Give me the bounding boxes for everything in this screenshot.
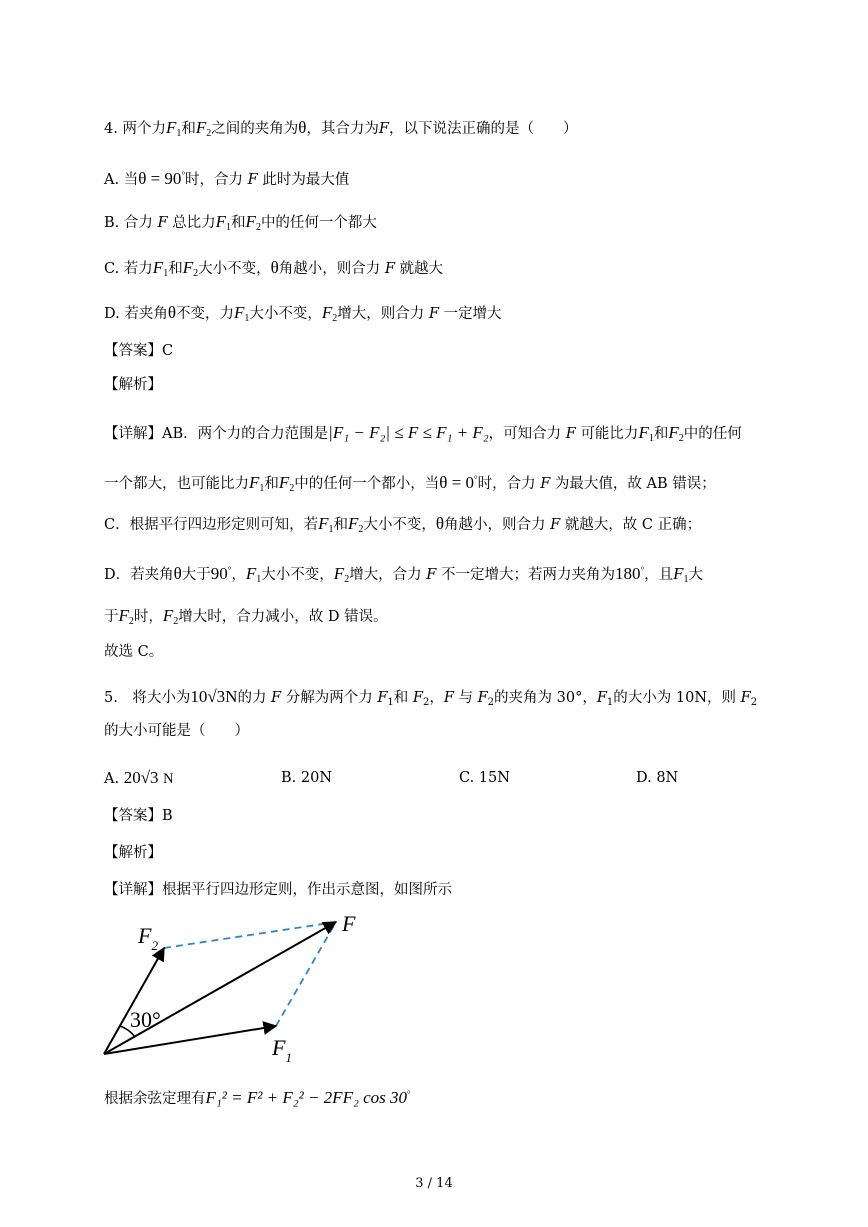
q5-answer: 【答案】B [104, 808, 173, 824]
q5-option-a: A. 20√3 N [104, 768, 174, 787]
f1-label: $F_1$ [272, 1035, 292, 1065]
q4-detail-line-1: 【详解】AB．两个力的合力范围是|F₁ − F₂| ≤ F ≤ F₁ + F₂，可知合力 F 可能比力$F_1$和$F_2$中的任何 [104, 423, 742, 444]
angle-label: 30° [130, 1007, 161, 1032]
q4-detail-line-5: 于$F_2$时，$F_2$增大时，合力减小，故 D 错误。 [104, 606, 388, 627]
q5-option-d: D. 8N [636, 770, 679, 786]
q4-conclusion: 故选 C。 [104, 644, 164, 660]
q4-detail-line-2: 一个都大，也可能比力$F_1$和$F_2$中的任何一个都小，当θ = 0°时，合力 F 为最大值，故 AB 错误； [104, 473, 716, 494]
q4-option-b: B. 合力 F 总比力$F_1$和$F_2$中的任何一个都大 [104, 212, 377, 233]
q5-option-c: C. 15N [459, 770, 510, 786]
q5-stem-line-2: 的大小可能是（ ） [104, 723, 249, 739]
force-parallelogram-diagram [90, 905, 390, 1075]
q4-option-a: A. 当θ = 90°时，合力 F 此时为最大值 [104, 169, 350, 188]
q4-option-d: D. 若夹角θ不变，力$F_1$大小不变，$F_2$增大，则合力 F 一定增大 [104, 303, 502, 324]
q4-option-c: C. 若力$F_1$和$F_2$大小不变，θ角越小，则合力 F 就越大 [104, 258, 444, 279]
q5-analysis-heading: 【解析】 [104, 845, 162, 861]
q5-stem-line-1: 5. 将大小为10√3N的力 F 分解为两个力 $F_1$和 $F_2$，F 与 $F_2$的夹角为 30°，$F_1$的大小为 10N，则 $F_2$ [104, 687, 758, 708]
q4-analysis-heading: 【解析】 [104, 377, 162, 393]
f2-to-f-dashed-line [164, 922, 336, 948]
q4-stem: 4. 两个力$F_1$和$F_2$之间的夹角为θ，其合力为F，以下说法正确的是（ ） [104, 118, 578, 139]
q5-options [104, 768, 744, 790]
f2-label: $F_2$ [138, 923, 158, 953]
f-label: F [342, 911, 356, 936]
q4-detail-line-3: C．根据平行四边形定则可知，若$F_1$和$F_2$大小不变，θ角越小，则合力 F 就越大，故 C 正确； [104, 514, 702, 535]
f1-to-f-dashed-line [276, 922, 336, 1026]
q5-option-b: B. 20N [281, 770, 333, 786]
q5-detail: 【详解】根据平行四边形定则，作出示意图，如图所示 [104, 882, 452, 898]
q5-cosine-law: 根据余弦定理有F₁² = F² + F₂² − 2FF₂ cos 30° [104, 1088, 411, 1107]
page-number: 3 / 14 [415, 1176, 453, 1191]
q4-detail-line-4: D．若夹角θ大于90°，$F_1$大小不变，$F_2$增大，合力 F 不一定增大；若两力夹角为180°，且$F_1$大 [104, 564, 703, 585]
f2-vector-arrow [104, 948, 164, 1054]
q4-answer: 【答案】C [104, 343, 174, 359]
